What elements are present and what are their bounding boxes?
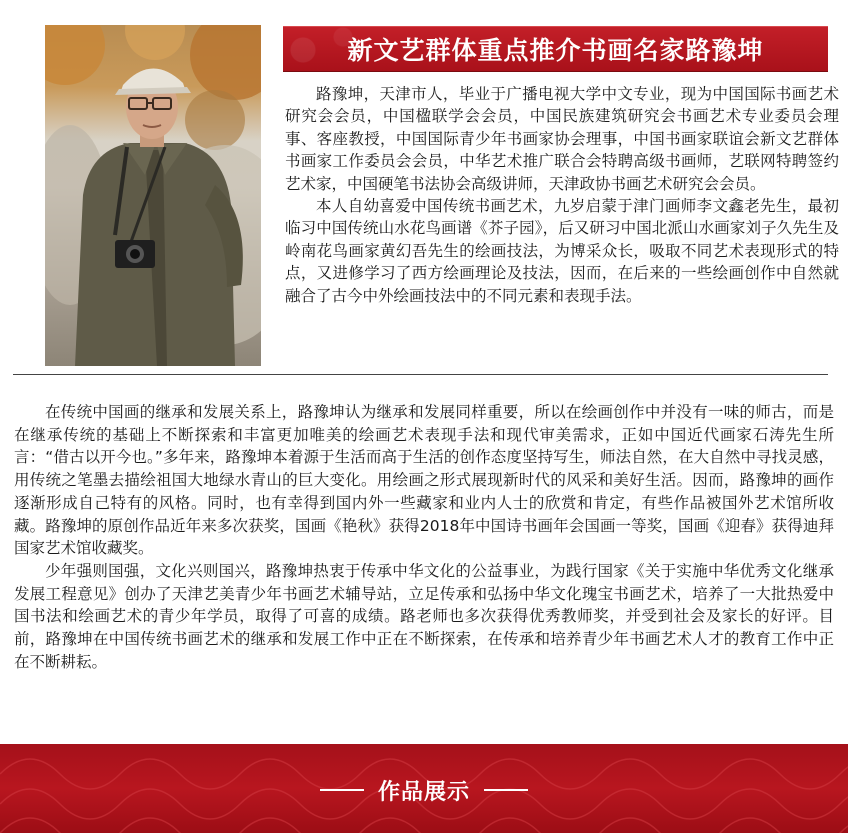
artist-portrait-photo — [45, 25, 261, 366]
footer-dash-right — [484, 789, 528, 791]
portrait-illustration — [45, 25, 261, 366]
article-paragraph: 在传统中国画的继承和发展关系上，路豫坤认为继承和发展同样重要，所以在绘画创作中并没有一味的师古，而是在继承传统的基础上不断探索和丰富更加唯美的绘画艺术表现手法和现代审美需求，正如中国近代画家石涛先生所言：“借古以开今也。”多年来，路豫坤本着源于生活而高于生活的创作态度坚持写生，师法自然，在大自然中寻找灵感，用传统之笔墨去描绘祖国大地绿水青山的巨大变化。用绘画之形式展现新时代的风采和美好生活。因而，路豫坤的画作逐渐形成自己特有的风格。同时，也有幸得到国内外一些藏家和业内人士的欣赏和肯定，有些作品被国外艺术馆所收藏。路豫坤的原创作品近年来多次获奖，国画《艳秋》获得2018年中国诗书画年会国画一等奖，国画《迎春》获得迪拜国家艺术馆收藏奖。 — [14, 403, 834, 558]
bio-paragraph: 路豫坤，天津市人，毕业于广播电视大学中文专业，现为中国国际书画艺术研究会会员，中国楹联学会会员，中国民族建筑研究会书画艺术专业委员会理事、客座教授，中国国际青少年书画家协会理事，中国书画家联谊会新文艺群体书画家工作委员会会员，中华艺术推广联合会特聘高级书画师，艺联网特聘签约艺术家，中国硬笔书法协会高级讲师，天津政协书画艺术研究会会员。 — [285, 85, 839, 193]
article-body — [14, 401, 834, 673]
footer-dash-left — [320, 789, 364, 791]
header-title-banner — [283, 26, 828, 72]
footer-title-row — [0, 770, 848, 810]
page-title: 新文艺群体重点推介书画名家路豫坤 — [347, 36, 764, 65]
article-paragraph: 少年强则国强，文化兴则国兴，路豫坤热衷于传承中华文化的公益事业，为践行国家《关于实施中华优秀文化继承发展工程意见》创办了天津艺美青少年书画艺术辅导站，立足传承和弘扬中华文化瑰宝书画艺术，培养了一大批热爱中国书法和绘画艺术的青少年学员，取得了可喜的成绩。路老师也多次获得优秀教师奖，并受到社会及家长的好评。目前，路豫坤在中国传统书画艺术的继承和发展工作中正在不断探索，在传承和培养青少年书画艺术人才的教育工作中正在不断耕耘。 — [14, 561, 834, 671]
section-divider — [13, 374, 828, 375]
footer-title: 作品展示 — [377, 778, 470, 805]
bio-paragraph: 本人自幼喜爱中国传统书画艺术，九岁启蒙于津门画师李文鑫老先生，最初临习中国传统山水花鸟画谱《芥子园》，后又研习中国北派山水画家刘子久先生及岭南花鸟画家黄幻吾先生的绘画技法，为博采众长，吸取不同艺术表现形式的特点，又进修学习了西方绘画理论及技法，因而，在后来的一些绘画创作中自然就融合了古今中外绘画技法中的不同元素和表现手法。 — [285, 197, 839, 305]
artist-bio — [285, 83, 839, 307]
